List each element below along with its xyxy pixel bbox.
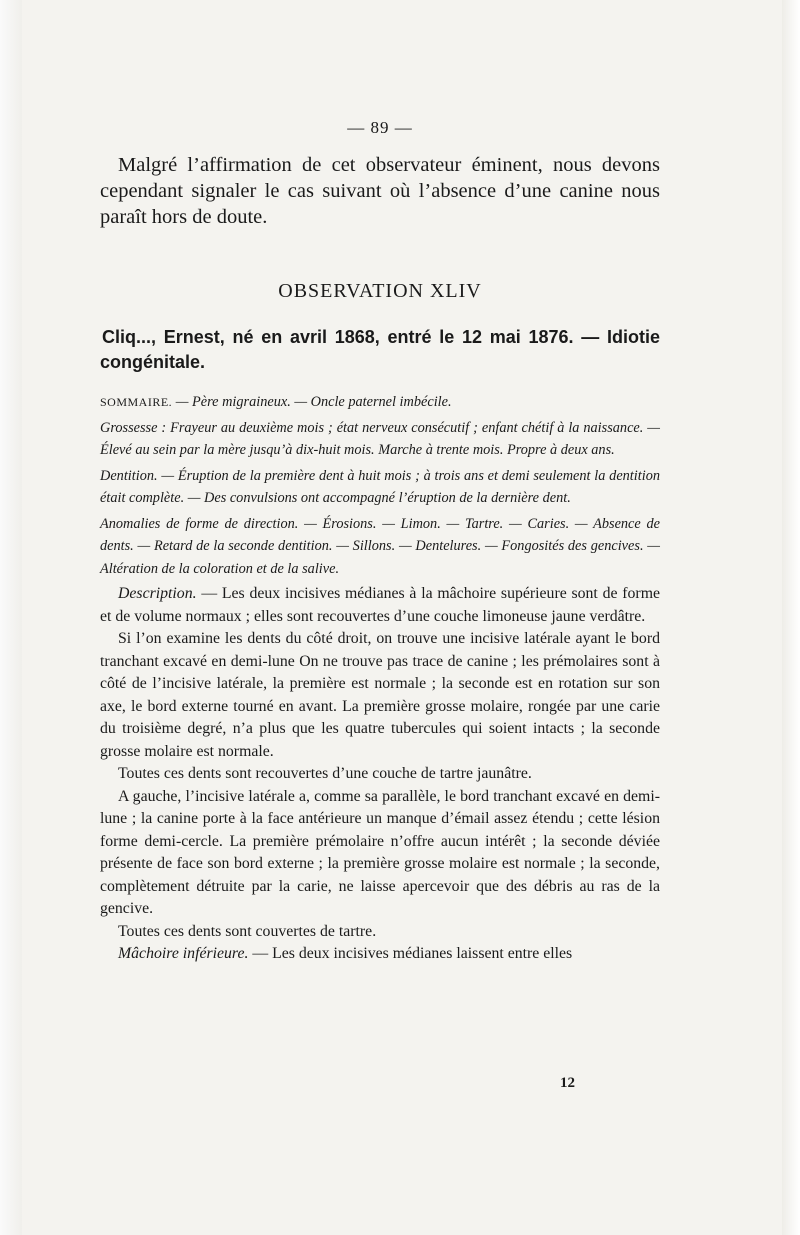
page-right-edge (782, 0, 800, 1235)
page-left-edge (0, 0, 22, 1235)
summary-anomalies: Anomalies de forme de direction. — Érosions. — Limon. — Tartre. — Caries. — Absence de dents. — Retard de la seconde dentition. — Sillons. — Dentelures. — Fongosités des gencives. — Altération de la coloration et de la salive. (100, 515, 660, 577)
paragraph-tartar-left: Toutes ces dents sont couvertes de tartre. (118, 922, 377, 940)
paragraph-tartar-right: Toutes ces dents sont recouvertes d’une couche de tartre jaunâtre. (118, 765, 532, 782)
description-label: Description. (118, 585, 197, 602)
description-text: — Les deux incisives médianes à la mâchoire supérieure sont de forme et de volume normaux ; elles sont recouvertes d’une couche limoneuse jaune verdâtre. (100, 585, 660, 625)
summary-label: SOMMAIRE. (100, 395, 173, 409)
paragraph-left-side: A gauche, l’incisive latérale a, comme sa parallèle, le bord tranchant excavé en demi-lune ; la canine porte à la face antérieure un manque d’émail assez étendu ; cette lésion forme demi-cercle. La première prémolaire n’offre aucun intérêt ; la seconde déviée présente de face son bord externe ; la première grosse molaire est normale ; la seconde, complètement détruite par la carie, ne laisse apercevoir que des débris au ras de la gencive. (100, 787, 660, 917)
lower-jaw-paragraph (100, 943, 660, 966)
summary-dentition: Dentition. — Éruption de la première dent à huit mois ; à trois ans et demi seulement la dentition était complète. — Des convulsions ont accompagné l’éruption de la dernière dent. (100, 467, 660, 506)
summary-heredity (100, 391, 660, 414)
paragraph-right-side: Si l’on examine les dents du côté droit, on trouve une incisive latérale ayant le bord tranchant excavé en demi-lune On ne trouve pas trace de canine ; les prémolaires sont à côté de l’incisive latérale, la première est normale ; la seconde est en rotation sur son axe, le bord externe tourné en avant. La première grosse molaire, rongée par une carie du troisième degré, n’a plus que les quatre tubercules qui soient intacts ; la seconde grosse molaire est normale. (100, 630, 660, 760)
signature-mark: 12 (560, 1075, 575, 1091)
summary-pregnancy: Grossesse : Frayeur au deuxième mois ; état nerveux consécutif ; enfant chétif à la naissance. — Élevé au sein par la mère jusqu’à dix-huit mois. Marche à trente mois. Propre à deux ans. (100, 419, 660, 458)
summary-heredity-text: — Père migraineux. — Oncle paternel imbécile. (172, 394, 452, 410)
intro-paragraph: Malgré l’affirmation de cet observateur éminent, nous devons cependant signaler le cas suivant où l’absence d’une canine nous paraît hors de doute. (100, 154, 660, 228)
lower-jaw-text: — Les deux incisives médianes laissent entre elles (248, 945, 573, 962)
lower-jaw-label: Mâchoire inférieure. (118, 945, 249, 962)
observation-title: OBSERVATION XLIV (278, 280, 482, 302)
page-number: — 89 — (347, 118, 413, 137)
page-content (100, 118, 660, 966)
patient-line: Cliq..., Ernest, né en avril 1868, entré le 12 mai 1876. — Idiotie congénitale. (100, 327, 660, 372)
description-paragraph (100, 583, 660, 628)
